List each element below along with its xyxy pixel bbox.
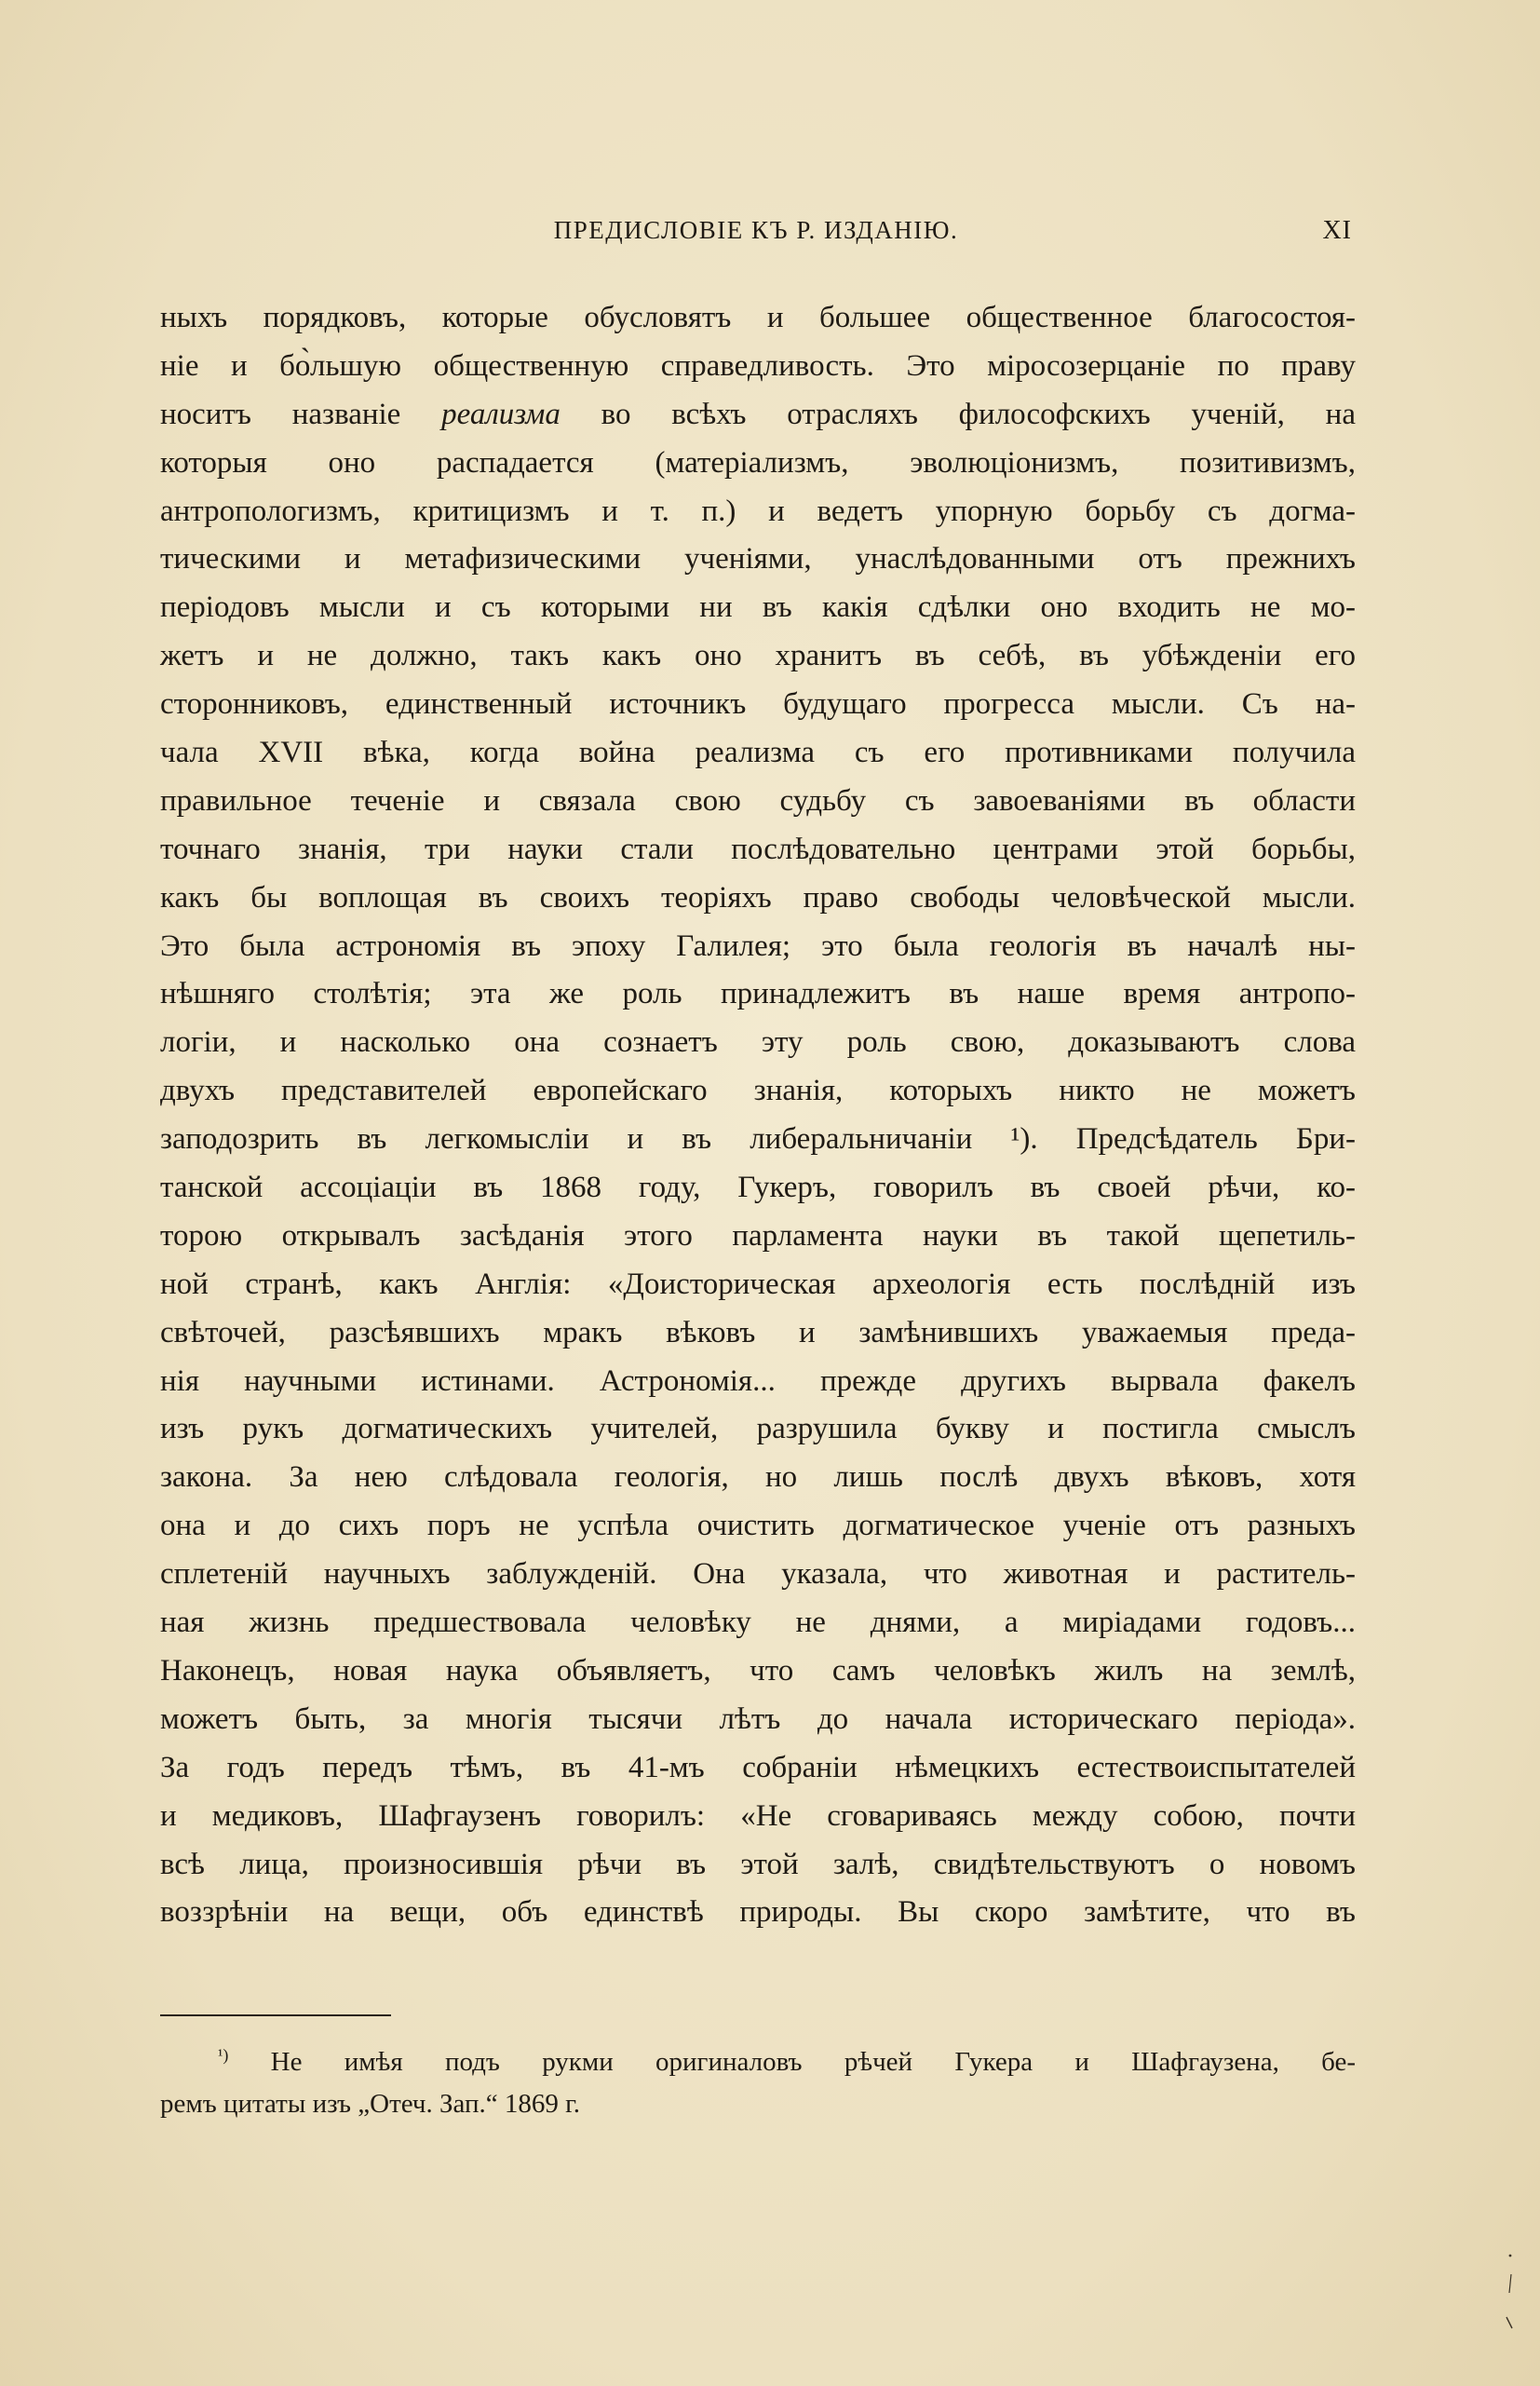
footnotes: [160, 2041, 1356, 2125]
text-line: можетъ быть, за многія тысячи лѣтъ до начала историческаго періода».: [160, 1701, 1356, 1736]
page-number: XI: [1322, 216, 1352, 245]
text-line: ноcитъ названіе реализма во всѣхъ отрасляхъ философскихъ ученій, на: [160, 397, 1356, 431]
text-line: изъ рукъ догматическихъ учителей, разрушила букву и постигла смыслъ: [160, 1412, 1356, 1446]
text-line: чала XVII вѣка, когда война реализма съ его противниками получила: [160, 736, 1356, 770]
italic-term: реализма: [441, 397, 561, 431]
text-line: ной странѣ, какъ Англія: «Доисторическая археологія есть послѣдній изъ: [160, 1267, 1356, 1301]
text-line: нія научными истинами. Астрономія... прежде другихъ вырвала факелъ: [160, 1363, 1356, 1398]
footnote-line: [160, 2041, 1356, 2083]
footnote-line: [160, 2083, 1356, 2125]
text-line: ніе и бо̀льшую общественную справедливость. Это міросозерцаніе по праву: [160, 348, 1356, 383]
page-edge-marks: [1503, 2252, 1516, 2336]
text-line: антропологизмъ, критицизмъ и т. п.) и ведетъ упорную борьбу съ догма-: [160, 494, 1356, 528]
footnote-separator: [160, 2014, 391, 2016]
text-line: двухъ представителей европейскаго знанія, которыхъ никто не можетъ: [160, 1074, 1356, 1108]
text-line: свѣточей, разсѣявшихъ мракъ вѣковъ и замѣнившихъ уважаемыя преда-: [160, 1315, 1356, 1349]
text-line: Это была астрономія въ эпоху Галилея; это была геологія въ началѣ ны-: [160, 929, 1356, 963]
text-line: ная жизнь предшествовала человѣку не днями, а миріадами годовъ...: [160, 1606, 1356, 1640]
page-header: [160, 216, 1352, 253]
text-line: танской ассоціаціи въ 1868 году, Гукеръ, говорилъ въ своей рѣчи, ко-: [160, 1171, 1356, 1205]
text-line: Наконецъ, новая наука объявляетъ, что самъ человѣкъ жилъ на землѣ,: [160, 1653, 1356, 1688]
footnote-text-line-2: ремъ цитаты изъ „Отеч. Зап.“ 1869 г.: [160, 2089, 581, 2119]
footnote-marker: ¹): [218, 2045, 229, 2065]
text-line: жетъ и не должно, такъ какъ оно хранитъ въ себѣ, въ убѣжденіи его: [160, 639, 1356, 673]
text-line: нѣшняго столѣтія; эта же роль принадлежитъ въ наше время антропо-: [160, 977, 1356, 1011]
text-line: ныхъ порядковъ, которые обусловятъ и большее общественное благосостоя-: [160, 301, 1356, 334]
text-line: заподозрить въ легкомысліи и въ либеральничаніи ¹). Предсѣдатель Бри-: [160, 1122, 1356, 1157]
text-line: закона. За нею слѣдовала геологія, но лишь послѣ двухъ вѣковъ, хотя: [160, 1460, 1356, 1495]
text-line: тическими и метафизическими ученіями, унаслѣдованными отъ прежнихъ: [160, 542, 1356, 576]
text-line: сплетеній научныхъ заблужденій. Она указала, что животная и раститель-: [160, 1557, 1356, 1592]
text-line: сторонниковъ, единственный источникъ будущаго прогресса мысли. Съ на-: [160, 687, 1356, 722]
text-line: которыя оно распадается (матеріализмъ, эволюціонизмъ, позитивизмъ,: [160, 445, 1356, 480]
text-line: и медиковъ, Шафгаузенъ говорилъ: «Не сговариваясь между собою, почти: [160, 1798, 1356, 1833]
body-text: [160, 294, 1356, 1937]
footnote-text-line-1: Не имѣя подъ рукми оригиналовъ рѣчей Гукера и Шафгаузена, бе-: [270, 2047, 1356, 2077]
running-title: ПРЕДИСЛОВІЕ КЪ Р. ИЗДАНІЮ.: [553, 216, 959, 244]
text-line: правильное теченіе и связала свою судьбу съ завоеваніями въ области: [160, 783, 1356, 818]
text-line: она и до сихъ поръ не успѣла очистить догматическое ученіе отъ разныхъ: [160, 1509, 1356, 1543]
text-line: За годъ передъ тѣмъ, въ 41-мъ собраніи нѣмецкихъ естествоиспытателей: [160, 1750, 1356, 1784]
text-line: всѣ лица, произносившія рѣчи въ этой залѣ, свидѣтельствуютъ о новомъ: [160, 1847, 1356, 1881]
text-line: воззрѣніи на вещи, объ единствѣ природы. Вы скоро замѣтите, что въ: [160, 1895, 1356, 1930]
text-line: логіи, и насколько она сознаетъ эту роль свою, доказываютъ слова: [160, 1025, 1356, 1060]
text-line: торою открывалъ засѣданія этого парламента науки въ такой щепетиль-: [160, 1218, 1356, 1253]
text-line: періодовъ мысли и съ которыми ни въ какія сдѣлки оно входить не мо-: [160, 590, 1356, 625]
text-line: точнаго знанія, три науки стали послѣдовательно центрами этой борьбы,: [160, 832, 1356, 866]
text-line: какъ бы воплощая въ своихъ теоріяхъ право свободы человѣческой мысли.: [160, 880, 1356, 915]
